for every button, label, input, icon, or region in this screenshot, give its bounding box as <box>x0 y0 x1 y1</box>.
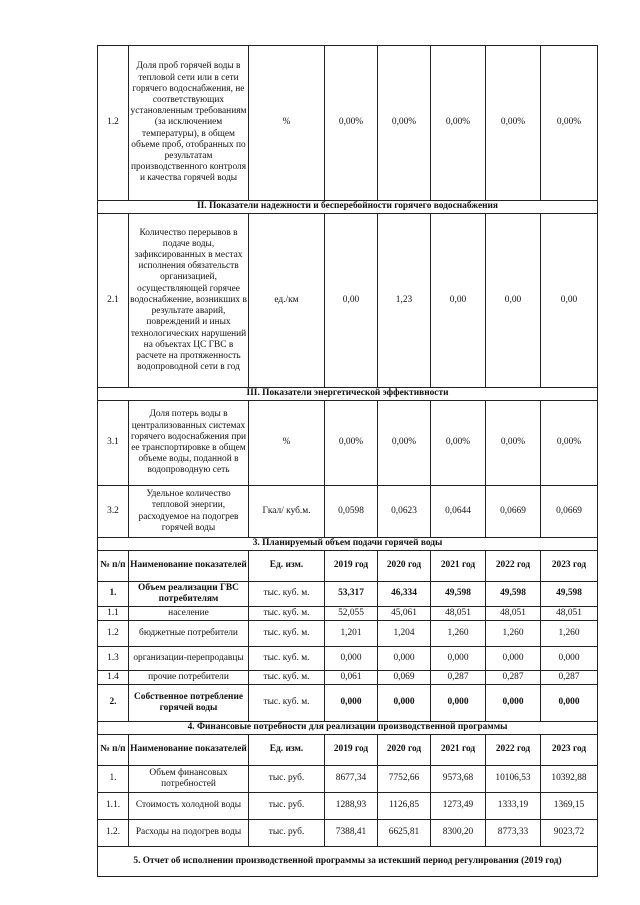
document-page <box>97 45 597 877</box>
value-cell: 0,000 <box>541 685 598 722</box>
row-name: Стоимость холодной воды <box>129 793 249 820</box>
value-cell: 1,260 <box>431 621 486 647</box>
finance-row <box>98 820 598 847</box>
value-cell: 1126,85 <box>378 793 431 820</box>
indicator-name: Доля потерь воды в централизованных системах горячего водоснабжения при ее транспортировке в общем объеме воды, поданной в водопроводную сеть <box>129 401 249 486</box>
value-cell: 0,00 <box>486 214 541 388</box>
section-title: 5. Отчет об исполнении производственной программы за истекший период регулирования (2019 год) <box>98 847 598 877</box>
value-cell: 1,201 <box>325 621 378 647</box>
row-number: 3.1 <box>98 401 129 486</box>
value-cell: 46,334 <box>378 582 431 607</box>
unit-cell: % <box>249 401 325 486</box>
row-number: 1.1 <box>98 607 129 621</box>
section-title: III. Показатели энергетической эффективности <box>98 388 598 401</box>
volume-row <box>98 647 598 671</box>
value-cell: 0,00% <box>378 46 431 201</box>
value-cell: 9023,72 <box>541 820 598 847</box>
unit-cell: ед./км <box>249 214 325 388</box>
unit-cell: тыс. куб. м. <box>249 607 325 621</box>
value-cell: 0,000 <box>378 647 431 671</box>
value-cell: 1,260 <box>541 621 598 647</box>
row-number: 1. <box>98 582 129 607</box>
indicator-name: Доля проб горячей воды в тепловой сети или в сети горячего водоснабжения, не соответствующих установленным требованиям (за исключением температуры), в общем объеме проб, отобранных по результатам производственного контроля и качества горячей воды <box>129 46 249 201</box>
header-unit: Ед. изм. <box>249 735 325 766</box>
header-year: 2019 год <box>325 551 378 582</box>
value-cell: 0,00% <box>431 46 486 201</box>
value-cell: 9573,68 <box>431 766 486 793</box>
header-year: 2020 год <box>378 551 431 582</box>
value-cell: 0,00% <box>541 401 598 486</box>
value-cell: 48,051 <box>541 607 598 621</box>
unit-cell: тыс. куб. м. <box>249 582 325 607</box>
row-name: бюджетные потребители <box>129 621 249 647</box>
row-number: 1. <box>98 766 129 793</box>
header-num: № п/п <box>98 551 129 582</box>
header-year: 2019 год <box>325 735 378 766</box>
value-cell: 52,055 <box>325 607 378 621</box>
section-row <box>98 847 598 877</box>
value-cell: 0,00 <box>431 214 486 388</box>
value-cell: 0,000 <box>486 685 541 722</box>
header-year: 2020 год <box>378 735 431 766</box>
value-cell: 0,0598 <box>325 486 378 538</box>
volume-row <box>98 582 598 607</box>
row-number: 2. <box>98 685 129 722</box>
volume-row <box>98 671 598 685</box>
value-cell: 48,051 <box>486 607 541 621</box>
header-year: 2021 год <box>431 735 486 766</box>
indicator-row <box>98 401 598 486</box>
value-cell: 7388,41 <box>325 820 378 847</box>
value-cell: 1273,49 <box>431 793 486 820</box>
value-cell: 45,061 <box>378 607 431 621</box>
row-number: 1.2 <box>98 621 129 647</box>
value-cell: 0,287 <box>486 671 541 685</box>
header-num: № п/п <box>98 735 129 766</box>
value-cell: 0,061 <box>325 671 378 685</box>
value-cell: 0,00% <box>378 401 431 486</box>
value-cell: 0,000 <box>325 647 378 671</box>
value-cell: 49,598 <box>486 582 541 607</box>
value-cell: 1,204 <box>378 621 431 647</box>
header-year: 2023 год <box>541 551 598 582</box>
indicator-row <box>98 46 598 201</box>
indicator-row <box>98 486 598 538</box>
unit-cell: тыс. куб. м. <box>249 685 325 722</box>
value-cell: 0,287 <box>541 671 598 685</box>
volume-row <box>98 685 598 722</box>
value-cell: 6625,81 <box>378 820 431 847</box>
value-cell: 49,598 <box>431 582 486 607</box>
indicator-name: Количество перерывов в подаче воды, зафиксированных в местах исполнения обязательств организацией, осуществляющей горячее водоснабжение, возникших в результате аварий, повреждений и иных технологических нарушений на объектах ЦС ГВС в расчете на протяженность водопроводной сети в год <box>129 214 249 388</box>
section-row <box>98 722 598 735</box>
value-cell: 0,0669 <box>541 486 598 538</box>
value-cell: 0,00 <box>325 214 378 388</box>
row-number: 1.4 <box>98 671 129 685</box>
unit-cell: тыс. куб. м. <box>249 621 325 647</box>
row-number: 3.2 <box>98 486 129 538</box>
value-cell: 0,287 <box>431 671 486 685</box>
indicator-name: Удельное количество тепловой энергии, расходуемое на подогрев горячей воды <box>129 486 249 538</box>
row-number: 1.2. <box>98 820 129 847</box>
row-name: Объем реализации ГВС потребителям <box>129 582 249 607</box>
volume-row <box>98 621 598 647</box>
value-cell: 53,317 <box>325 582 378 607</box>
value-cell: 1,23 <box>378 214 431 388</box>
finance-row <box>98 793 598 820</box>
value-cell: 8773,33 <box>486 820 541 847</box>
unit-cell: тыс. куб. м. <box>249 647 325 671</box>
value-cell: 0,00 <box>541 214 598 388</box>
section-row <box>98 538 598 551</box>
value-cell: 0,000 <box>431 685 486 722</box>
value-cell: 0,00% <box>541 46 598 201</box>
value-cell: 0,000 <box>431 647 486 671</box>
unit-cell: тыс. руб. <box>249 793 325 820</box>
value-cell: 0,069 <box>378 671 431 685</box>
row-name: Расходы на подогрев воды <box>129 820 249 847</box>
value-cell: 0,000 <box>486 647 541 671</box>
header-year: 2022 год <box>486 735 541 766</box>
value-cell: 0,000 <box>541 647 598 671</box>
value-cell: 1333,19 <box>486 793 541 820</box>
header-name: Наименование показателей <box>129 735 249 766</box>
row-number: 1.2 <box>98 46 129 201</box>
value-cell: 0,00% <box>486 401 541 486</box>
value-cell: 0,000 <box>378 685 431 722</box>
finance-row <box>98 766 598 793</box>
header-name: Наименование показателей <box>129 551 249 582</box>
value-cell: 49,598 <box>541 582 598 607</box>
unit-cell: % <box>249 46 325 201</box>
value-cell: 1369,15 <box>541 793 598 820</box>
value-cell: 0,0623 <box>378 486 431 538</box>
section-title: 4. Финансовые потребности для реализации производственной программы <box>98 722 598 735</box>
value-cell: 1288,93 <box>325 793 378 820</box>
value-cell: 10392,88 <box>541 766 598 793</box>
value-cell: 0,000 <box>325 685 378 722</box>
value-cell: 0,00% <box>325 46 378 201</box>
header-year: 2021 год <box>431 551 486 582</box>
value-cell: 0,00% <box>325 401 378 486</box>
row-name: Собственное потребление горячей воды <box>129 685 249 722</box>
value-cell: 0,00% <box>431 401 486 486</box>
value-cell: 0,0644 <box>431 486 486 538</box>
section-row <box>98 388 598 401</box>
unit-cell: тыс. руб. <box>249 820 325 847</box>
row-number: 2.1 <box>98 214 129 388</box>
unit-cell: Гкал/ куб.м. <box>249 486 325 538</box>
indicator-row <box>98 214 598 388</box>
value-cell: 0,0669 <box>486 486 541 538</box>
row-name: население <box>129 607 249 621</box>
row-number: 1.1. <box>98 793 129 820</box>
header-row <box>98 735 598 766</box>
row-name: организации-перепродавцы <box>129 647 249 671</box>
section-title: 3. Планируемый объем подачи горячей воды <box>98 538 598 551</box>
value-cell: 7752,66 <box>378 766 431 793</box>
value-cell: 8300,20 <box>431 820 486 847</box>
value-cell: 0,00% <box>486 46 541 201</box>
value-cell: 1,260 <box>486 621 541 647</box>
row-name: Объем финансовых потребностей <box>129 766 249 793</box>
unit-cell: тыс. руб. <box>249 766 325 793</box>
header-year: 2023 год <box>541 735 598 766</box>
section-title: II. Показатели надежности и бесперебойности горячего водоснабжения <box>98 201 598 214</box>
section-row <box>98 201 598 214</box>
unit-cell: тыс. куб. м. <box>249 671 325 685</box>
header-year: 2022 год <box>486 551 541 582</box>
value-cell: 48,051 <box>431 607 486 621</box>
row-name: прочие потребители <box>129 671 249 685</box>
value-cell: 8677,34 <box>325 766 378 793</box>
header-row <box>98 551 598 582</box>
indicators-table <box>97 45 598 877</box>
value-cell: 10106,53 <box>486 766 541 793</box>
volume-row <box>98 607 598 621</box>
header-unit: Ед. изм. <box>249 551 325 582</box>
row-number: 1.3 <box>98 647 129 671</box>
